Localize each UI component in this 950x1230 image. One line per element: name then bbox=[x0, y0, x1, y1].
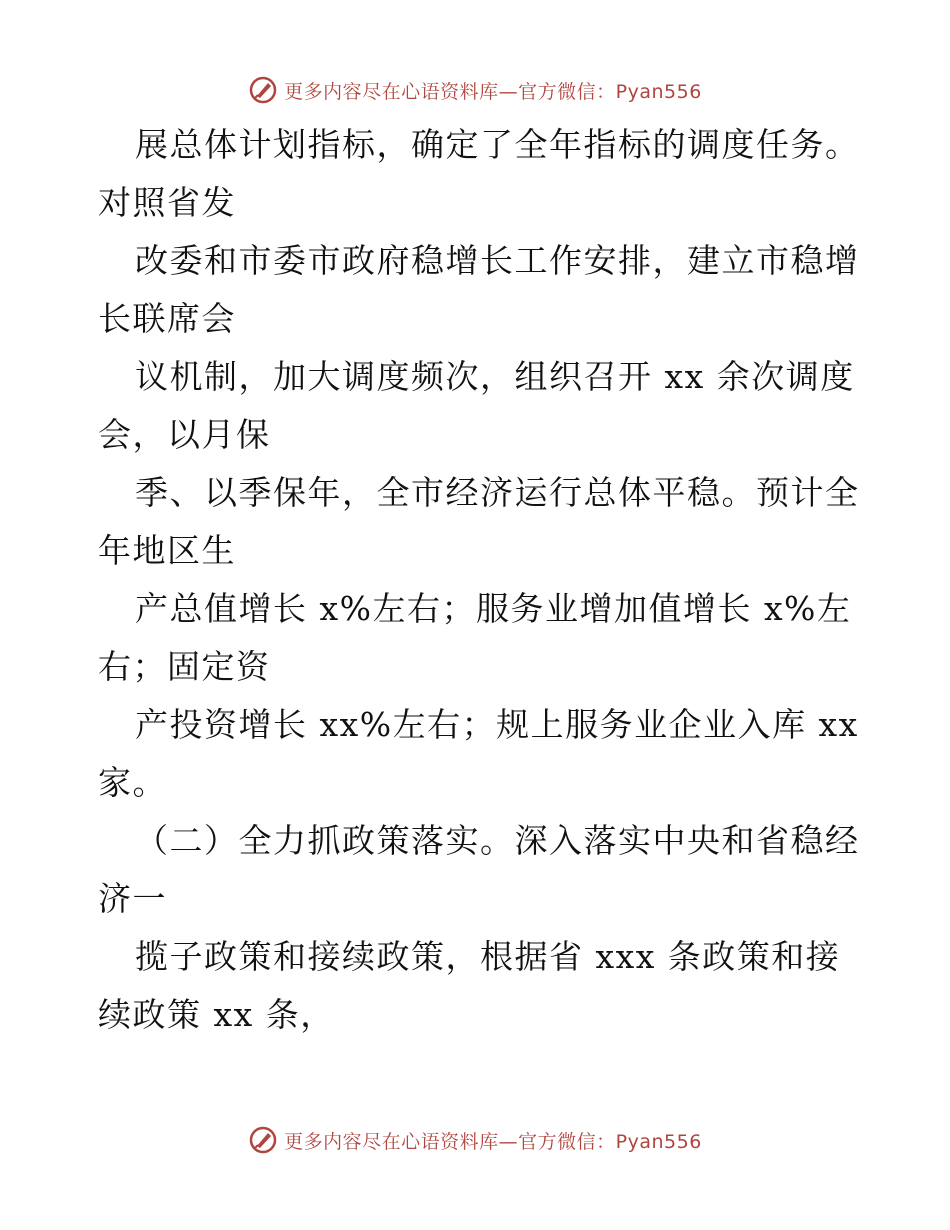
text-line: 产投资增长 xx%左右；规上服务业企业入库 xx bbox=[135, 705, 859, 744]
text-line: 年地区生 bbox=[98, 531, 236, 570]
text-line: 会，以月保 bbox=[98, 415, 271, 454]
text-line: 议机制，加大调度频次，组织召开 xx 余次调度 bbox=[135, 357, 855, 396]
text-line: 展总体计划指标，确定了全年指标的调度任务。 bbox=[135, 125, 860, 164]
text-line: 对照省发 bbox=[98, 183, 236, 222]
text-line: 右；固定资 bbox=[98, 647, 271, 686]
text-line: （二）全力抓政策落实。深入落实中央和省稳经 bbox=[135, 821, 860, 860]
header-banner-text: 更多内容尽在心语资料库—官方微信：Pyan556 bbox=[284, 80, 702, 103]
quill-logo-icon bbox=[248, 1125, 278, 1155]
text-line: 产总值增长 x%左右；服务业增加值增长 x%左 bbox=[135, 589, 852, 628]
text-line: 长联席会 bbox=[98, 299, 236, 338]
footer-banner-text: 更多内容尽在心语资料库—官方微信：Pyan556 bbox=[284, 1130, 702, 1153]
document-body bbox=[98, 116, 858, 1044]
text-line: 改委和市委市政府稳增长工作安排，建立市稳增 bbox=[135, 241, 860, 280]
text-line: 揽子政策和接续政策，根据省 xxx 条政策和接 bbox=[135, 937, 841, 976]
footer-banner bbox=[0, 1120, 950, 1160]
quill-logo-icon bbox=[248, 75, 278, 105]
text-line: 季、以季保年，全市经济运行总体平稳。预计全 bbox=[135, 473, 860, 512]
header-banner bbox=[0, 70, 950, 110]
text-line: 家。 bbox=[98, 763, 167, 802]
text-line: 济一 bbox=[98, 879, 167, 918]
text-line: 续政策 xx 条， bbox=[98, 995, 335, 1034]
